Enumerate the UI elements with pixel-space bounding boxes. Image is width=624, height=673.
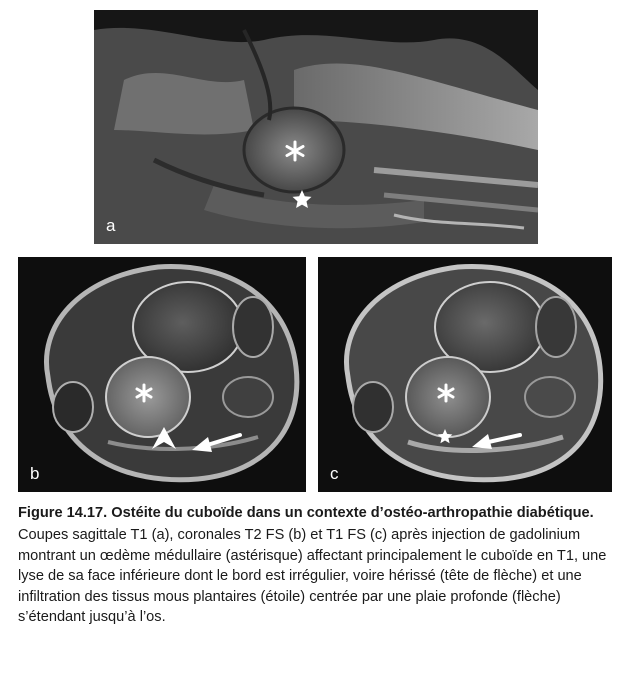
- mri-panel-a: [94, 10, 538, 244]
- mri-panel-c: [318, 257, 612, 492]
- mri-panel-b: [18, 257, 306, 492]
- panel-label-b: b: [30, 464, 40, 483]
- caption-title: Figure 14.17. Ostéite du cuboïde dans un contexte d’ostéo-arthropathie diabétique.: [18, 505, 594, 521]
- figure-caption: [18, 503, 614, 628]
- coronal-t2-mri-image: [18, 257, 306, 492]
- panel-label-a: a: [106, 216, 116, 235]
- panel-label-c: c: [330, 464, 339, 483]
- sagittal-mri-image: [94, 10, 538, 244]
- coronal-t1-mri-image: [318, 257, 612, 492]
- caption-body: Coupes sagittale T1 (a), coronales T2 FS (b) et T1 FS (c) après injection de gadolinium montrant un œdème médullaire (astérisque) affectant principalement le cuboïde en T1, une lyse de sa face inférieure dont le bord est irrégulier, voire hérissé (tête de flèche) et une infiltration des tissus mous plantaires (étoile) centrée par une plaie profonde (flèche) s’étendant jusqu’à l’os.: [18, 527, 607, 625]
